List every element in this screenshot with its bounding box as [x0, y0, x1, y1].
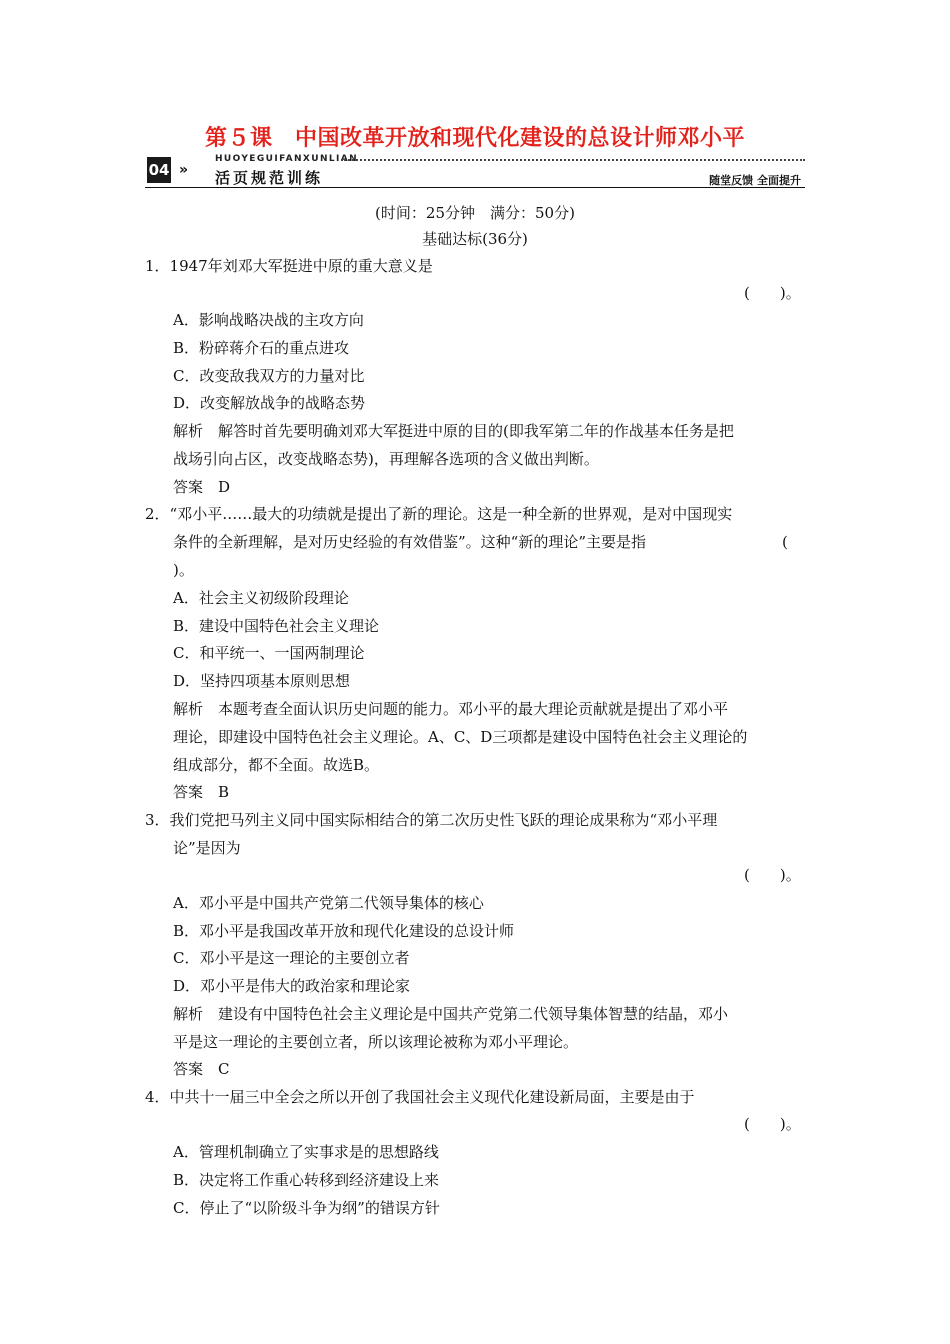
answer-text: 答案 C [173, 1060, 230, 1078]
answer-parenthesis: ( [782, 533, 788, 551]
option-d: D．邓小平是伟大的政治家和理论家 [173, 977, 411, 995]
answer-parenthesis: ( )。 [744, 1115, 801, 1133]
time-limit: (时间：25分钟 满分：50分) [375, 204, 575, 222]
answer-text: 答案 B [173, 783, 230, 801]
option-a: A．社会主义初级阶段理论 [173, 589, 349, 607]
question-stem: 2．“邓小平……最大的功绩就是提出了新的理论。这是一种全新的世界观，是对中国现实 [145, 505, 733, 523]
option-b: B．决定将工作重心转移到经济建设上来 [173, 1171, 440, 1189]
question-stem: 条件的全新理解，是对历史经验的有效借鉴”。这种“新的理论”主要是指 [173, 533, 647, 551]
banner-slogan: 随堂反馈 全面提升 [709, 174, 801, 187]
question-stem: 3．我们党把马列主义同中国实际相结合的第二次历史性飞跃的理论成果称为“邓小平理 [145, 811, 718, 829]
option-c: C．邓小平是这一理论的主要创立者 [173, 949, 410, 967]
option-c: C．和平统一、一国两制理论 [173, 644, 365, 662]
option-a: A．邓小平是中国共产党第二代领导集体的核心 [173, 894, 484, 912]
option-d: D．坚持四项基本原则思想 [173, 672, 351, 690]
analysis-text: 解析 本题考查全面认识历史问题的能力。邓小平的最大理论贡献就是提出了邓小平 [173, 700, 729, 718]
banner-heading: 活页规范训练 [215, 169, 324, 187]
question-stem: )。 [173, 561, 194, 579]
analysis-text: 平是这一理论的主要创立者，所以该理论被称为邓小平理论。 [173, 1033, 579, 1051]
chevron-icon: » [179, 162, 189, 178]
question-stem: 论”是因为 [173, 839, 241, 857]
answer-text: 答案 D [173, 478, 231, 496]
answer-parenthesis: ( )。 [744, 284, 801, 302]
analysis-text: 战场引向占区，改变战略态势)，再理解各选项的含义做出判断。 [173, 450, 599, 468]
option-a: A．管理机制确立了实事求是的思想路线 [173, 1143, 439, 1161]
banner-rule [145, 187, 805, 188]
option-c: C．停止了“以阶级斗争为纲”的错误方针 [173, 1199, 440, 1217]
option-b: B．建设中国特色社会主义理论 [173, 617, 380, 635]
section-banner [145, 150, 805, 190]
lesson-title: 第５课 中国改革开放和现代化建设的总设计师邓小平 [204, 126, 745, 151]
question-stem: 4．中共十一届三中全会之所以开创了我国社会主义现代化建设新局面，主要是由于 [145, 1088, 695, 1106]
analysis-text: 解析 解答时首先要明确刘邓大军挺进中原的目的(即我军第二年的作战基本任务是把 [173, 422, 734, 440]
option-b: B．粉碎蒋介石的重点进攻 [173, 339, 350, 357]
analysis-text: 理论，即建设中国特色社会主义理论。A、C、D三项都是建设中国特色社会主义理论的 [173, 728, 748, 746]
question-stem: 1．1947年刘邓大军挺进中原的重大意义是 [145, 257, 433, 275]
analysis-text: 组成部分，都不全面。故选B。 [173, 756, 380, 774]
option-c: C．改变敌我双方的力量对比 [173, 367, 365, 385]
option-b: B．邓小平是我国改革开放和现代化建设的总设计师 [173, 922, 515, 940]
option-a: A．影响战略决战的主攻方向 [173, 311, 364, 329]
section-heading: 基础达标(36分) [422, 230, 528, 248]
answer-parenthesis: ( )。 [744, 866, 801, 884]
option-d: D．改变解放战争的战略态势 [173, 394, 366, 412]
analysis-text: 解析 建设有中国特色社会主义理论是中国共产党第二代领导集体智慧的结晶，邓小 [173, 1005, 729, 1023]
banner-pinyin: HUOYEGUIFANXUNLIAN [215, 154, 359, 164]
dotted-divider [341, 159, 805, 161]
banner-number: 04 [147, 157, 171, 183]
